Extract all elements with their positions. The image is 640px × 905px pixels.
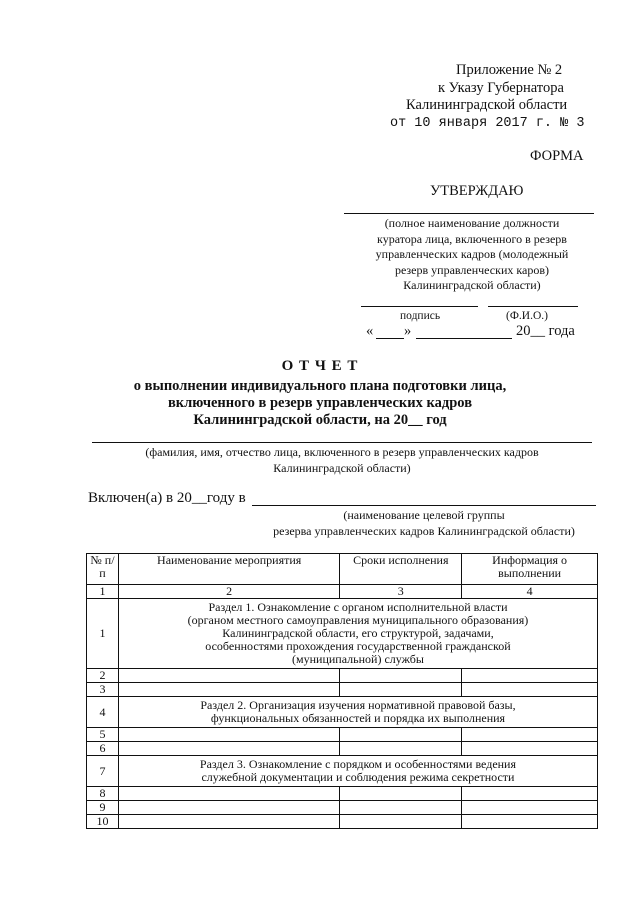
- terms-cell[interactable]: [340, 815, 462, 829]
- section-line: Раздел 1. Ознакомление с органом исполнительной власти: [208, 600, 508, 614]
- fio-label: (Ф.И.О.): [506, 310, 548, 322]
- section-line: функциональных обязанностей и порядка их выполнения: [210, 711, 506, 725]
- row-num: 3: [87, 683, 119, 697]
- signature-label: подпись: [400, 310, 441, 322]
- section-row: [87, 756, 598, 787]
- person-caption: [92, 444, 592, 476]
- terms-cell[interactable]: [340, 669, 462, 683]
- colnum-cell: 4: [462, 585, 598, 599]
- info-cell[interactable]: [462, 787, 598, 801]
- terms-cell[interactable]: [340, 787, 462, 801]
- section-row: [87, 697, 598, 728]
- appendix-line-1: Приложение № 2: [456, 62, 563, 78]
- table-row: [87, 728, 598, 742]
- terms-cell[interactable]: [340, 728, 462, 742]
- appendix-header: [390, 62, 610, 132]
- report-subtitle-line: включенного в резерв управленческих кадров: [167, 395, 473, 411]
- report-subtitle-line: Калининградской области, на 20__ год: [193, 412, 447, 428]
- header-terms: Сроки исполнения: [340, 554, 462, 585]
- row-num: 1: [87, 599, 119, 669]
- table-row: [87, 787, 598, 801]
- event-cell[interactable]: [118, 669, 339, 683]
- event-cell[interactable]: [118, 683, 339, 697]
- approval-title: УТВЕРЖДАЮ: [430, 183, 524, 199]
- approval-date: [366, 323, 586, 341]
- table-row: [87, 815, 598, 829]
- colnum-cell: 3: [340, 585, 462, 599]
- table-colnum-row: [87, 585, 598, 599]
- section-line: Раздел 3. Ознакомление с порядком и особенностями ведения: [199, 757, 517, 771]
- header-event: Наименование мероприятия: [118, 554, 339, 585]
- forma-label: ФОРМА: [530, 148, 584, 164]
- plan-table: [86, 553, 598, 829]
- terms-cell[interactable]: [340, 801, 462, 815]
- table-row: [87, 801, 598, 815]
- position-caption-line: (полное наименование должности: [384, 216, 560, 230]
- header-num: № п/п: [87, 554, 119, 585]
- position-caption-line: куратора лица, включенного в резерв: [377, 231, 567, 246]
- position-line: [344, 213, 594, 214]
- table-row: [87, 669, 598, 683]
- section-line: (муниципальной) службы: [292, 652, 424, 666]
- date-quote-open: «: [366, 323, 374, 339]
- included-label: Включен(а) в 20__году в: [88, 490, 246, 506]
- row-num: 10: [87, 815, 119, 829]
- date-month-blank: [416, 338, 512, 339]
- event-cell[interactable]: [118, 728, 339, 742]
- info-cell[interactable]: [462, 815, 598, 829]
- section-line: Калининградской области, его структурой, задачами,: [222, 626, 494, 640]
- included-caption-line: (наименование целевой группы: [343, 508, 505, 522]
- section-title: [118, 599, 597, 669]
- section-line: особенностями прохождения государственной гражданской: [205, 639, 511, 653]
- header-info: Информация о выполнении: [462, 554, 598, 585]
- row-num: 4: [87, 697, 119, 728]
- person-caption-line: Калининградской области): [273, 461, 411, 475]
- section-title: [118, 756, 597, 787]
- section-title: [118, 697, 597, 728]
- position-caption-line: Калининградской области): [403, 278, 541, 292]
- row-num: 9: [87, 801, 119, 815]
- included-caption-line: резерва управленческих кадров Калининградской области): [273, 524, 575, 538]
- row-num: 7: [87, 756, 119, 787]
- appendix-line-2: к Указу Губернатора: [438, 79, 564, 96]
- section-line: служебной документации и соблюдения режима секретности: [201, 770, 515, 784]
- row-num: 2: [87, 669, 119, 683]
- event-cell[interactable]: [118, 801, 339, 815]
- row-num: 5: [87, 728, 119, 742]
- terms-cell[interactable]: [340, 742, 462, 756]
- person-line: [92, 442, 592, 443]
- position-caption: [348, 216, 596, 294]
- included-line: [252, 505, 596, 506]
- row-num: 6: [87, 742, 119, 756]
- appendix-line-3: Калининградской области: [406, 97, 568, 113]
- person-caption-line: (фамилия, имя, отчество лица, включенного в резерв управленческих кадров: [145, 445, 539, 459]
- info-cell[interactable]: [462, 728, 598, 742]
- event-cell[interactable]: [118, 742, 339, 756]
- position-caption-line: резерв управленческих каров): [394, 262, 550, 277]
- info-cell[interactable]: [462, 683, 598, 697]
- colnum-cell: 1: [87, 585, 119, 599]
- signature-line: [361, 306, 478, 307]
- event-cell[interactable]: [118, 815, 339, 829]
- event-cell[interactable]: [118, 787, 339, 801]
- date-year: 20__ года: [516, 323, 575, 339]
- section-row: [87, 599, 598, 669]
- section-line: Раздел 2. Организация изучения нормативной правовой базы,: [200, 698, 516, 712]
- position-caption-line: управленческих кадров (молодежный: [375, 247, 569, 261]
- colnum-cell: 2: [118, 585, 339, 599]
- table-header-row: [87, 554, 598, 585]
- date-quote-close: »: [404, 323, 412, 339]
- info-cell[interactable]: [462, 669, 598, 683]
- date-day-blank: [376, 338, 404, 339]
- info-cell[interactable]: [462, 742, 598, 756]
- fio-line: [488, 306, 578, 307]
- table-row: [87, 742, 598, 756]
- info-cell[interactable]: [462, 801, 598, 815]
- report-subtitle: [60, 378, 580, 429]
- report-title: О Т Ч Е Т: [281, 358, 359, 374]
- terms-cell[interactable]: [340, 683, 462, 697]
- table-row: [87, 683, 598, 697]
- report-subtitle-line: о выполнении индивидуального плана подготовки лица,: [133, 378, 507, 394]
- row-num: 8: [87, 787, 119, 801]
- section-line: (органом местного самоуправления муниципального образования): [187, 613, 529, 627]
- appendix-line-4: от 10 января 2017 г. № 3: [390, 115, 585, 131]
- included-caption: [252, 507, 596, 539]
